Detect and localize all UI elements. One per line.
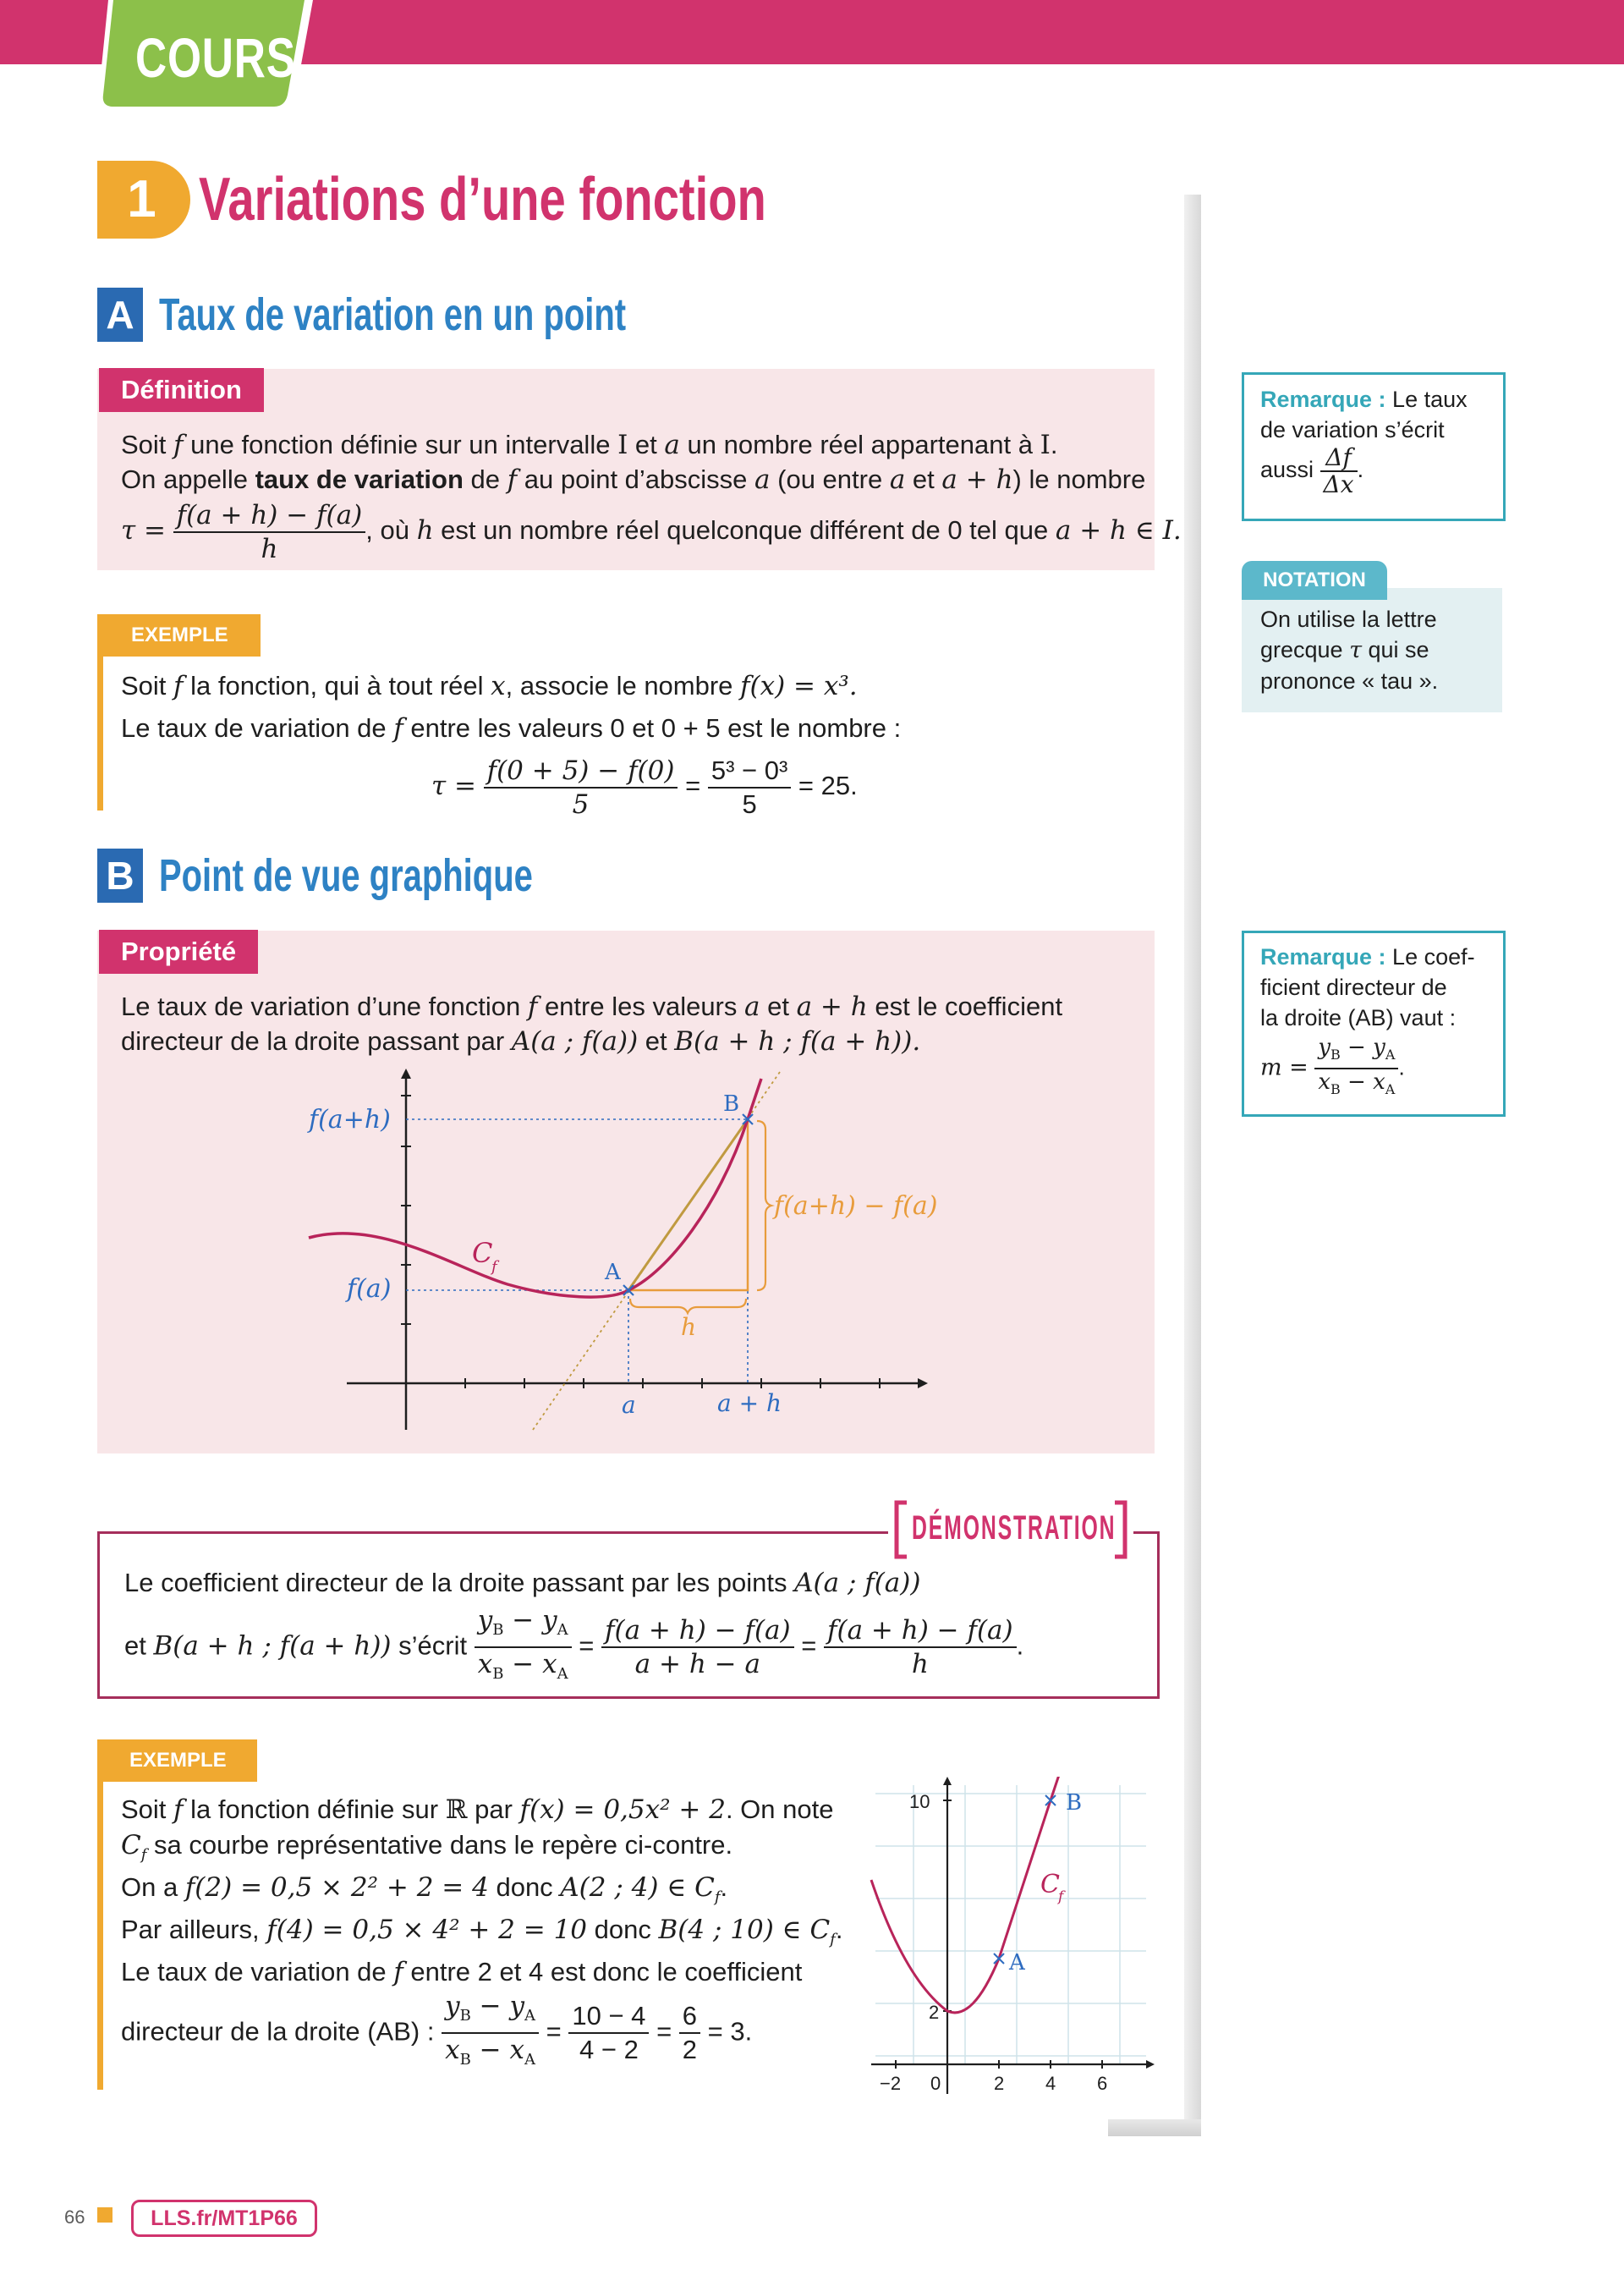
label-fah: f(a+h) <box>309 1105 391 1135</box>
definition-tag: Définition <box>99 368 264 412</box>
graph-taux-variation <box>288 1062 964 1438</box>
exemple-2-line-4: Par ailleurs, f(4) = 0,5 × 4² + 2 = 10 donc B(4 ; 10) ∈ $C_f$. <box>121 1915 843 1949</box>
exemple-1-line-2: Le taux de variation de f entre les valeurs 0 et 0 + 5 est le nombre : <box>121 713 902 744</box>
graph-parabola <box>863 1777 1155 2107</box>
xtick-0: 0 <box>930 2073 941 2094</box>
notation-tag: NOTATION <box>1242 561 1387 600</box>
label-point-b: B <box>1066 1790 1083 1816</box>
footer-square <box>97 2207 112 2223</box>
label-h: h <box>681 1313 697 1341</box>
exemple-2-line-5: Le taux de variation de f entre 2 et 4 est donc le coefficient <box>121 1957 803 1987</box>
subsection-a-title: Taux de variation en un point <box>159 289 627 340</box>
propriete-line-1: Le taux de variation d’une fonction f entre les valeurs a et a + h est le coefficient <box>121 992 1063 1022</box>
section-number: 1 <box>127 170 156 228</box>
definition-line-3: τ = $\frac{f(a + h) - f(a)}{h}$ , où h est un nombre réel quelconque différent de 0 tel que a + h ∈ I. <box>121 500 1182 564</box>
xtick-minus2: −2 <box>880 2073 902 2094</box>
cours-label: COURS <box>135 26 296 89</box>
notation-text: On utilise la lettre grecque τ qui se prononce « tau ». <box>1260 607 1439 694</box>
demonstration-line-2: et B(a + h ; f(a + h)) s’écrit $\frac{y_B - y_A}{x_B - x_A}$ = $\frac{f(a + h) - f(a)}{a + h - a}$ = $\frac{f(a + h) - f(a)}{h}$ . <box>124 1605 1024 1684</box>
definition-line-2: On appelle taux de variation de f au point d’abscisse a (ou entre a et a + h) le nombre <box>121 464 1146 495</box>
exemple-1-line-1: Soit f la fonction, qui à tout réel x, associe le nombre f(x) = x³. <box>121 671 858 701</box>
ytick-2: 2 <box>929 2002 940 2023</box>
xtick-4: 4 <box>1045 2073 1056 2094</box>
exemple-1-tag: EXEMPLE <box>99 614 261 657</box>
ytick-10: 10 <box>909 1791 930 1812</box>
page-number: 66 <box>64 2206 85 2228</box>
label-fa: f(a) <box>347 1274 392 1304</box>
exemple-1-formula: τ = $\frac{f(0 + 5) - f(0)}{5}$ = $\frac{\text{5³ − 0³}}{5}$ = 25. <box>431 756 858 820</box>
propriete-tag: Propriété <box>99 930 258 974</box>
remarque-1-text: Remarque : Le taux de variation s’écrit aussi $\frac{\Delta f}{\Delta x}$ . <box>1260 387 1468 498</box>
label-cf-sub: f <box>1058 1888 1064 1905</box>
xtick-2: 2 <box>994 2073 1005 2094</box>
subsection-a-badge: A <box>97 288 143 342</box>
propriete-line-2: directeur de la droite passant par A(a ; f(a)) et B(a + h ; f(a + h)). <box>121 1026 921 1057</box>
footer-link[interactable]: LLS.fr/MT1P66 <box>131 2200 317 2237</box>
remarque-2-text: Remarque : Le coef- ficient directeur de la droite (AB) vaut : m = $\frac{y_B - y_A}{x_B - x_A}$ . <box>1260 944 1475 1098</box>
exemple-2-line-6: directeur de la droite (AB) : $\frac{y_B - y_A}{x_B - x_A}$ = $\frac{10 - 4}{4 - 2}$ = $\frac{6}{2}$ = 3. <box>121 1991 753 2069</box>
exemple-1-bar <box>97 614 103 811</box>
exemple-2-line-3: On a f(2) = 0,5 × 2² + 2 = 4 donc A(2 ; 4) ∈ $C_f$. <box>121 1872 728 1907</box>
definition-line-1: Soit f une fonction définie sur un intervalle I et a un nombre réel appartenant à I. <box>121 430 1058 460</box>
demonstration-line-1: Le coefficient directeur de la droite passant par les points A(a ; f(a)) <box>124 1568 921 1598</box>
label-ah-axis: a + h <box>717 1389 782 1417</box>
page-edge-shadow-bottom <box>1108 2119 1201 2136</box>
exemple-2-line-2: $C_f$ sa courbe représentative dans le repère ci-contre. <box>121 1830 733 1865</box>
exemple-2-line-1: Soit f la fonction définie sur ℝ par f(x) = 0,5x² + 2. On note <box>121 1794 834 1825</box>
label-a-axis: a <box>622 1391 636 1419</box>
exemple-2-bar <box>97 1739 103 2090</box>
subsection-b-badge: B <box>97 849 143 903</box>
exemple-2-tag: EXEMPLE <box>99 1739 257 1782</box>
page-edge-shadow <box>1184 195 1201 2132</box>
secant-ab <box>628 1119 748 1290</box>
label-diff: f(a+h) − f(a) <box>774 1191 938 1221</box>
brace-vertical <box>757 1121 771 1290</box>
xtick-6: 6 <box>1097 2073 1108 2094</box>
subsection-b-title: Point de vue graphique <box>159 850 533 901</box>
demonstration-label: DÉMONSTRATION <box>912 1509 1116 1547</box>
brace-horizontal <box>630 1299 746 1313</box>
label-point-a: A <box>1009 1950 1025 1976</box>
definition-fraction: $\frac{f(a + h) - f(a)}{h}$ <box>173 499 366 565</box>
label-cf: C <box>1040 1870 1060 1899</box>
label-a-point: A <box>605 1260 621 1285</box>
label-b: B <box>723 1091 740 1117</box>
section-title: Variations d’une fonction <box>199 166 766 234</box>
label-cf-sub: f <box>491 1258 497 1276</box>
label-cf: C <box>472 1237 493 1269</box>
